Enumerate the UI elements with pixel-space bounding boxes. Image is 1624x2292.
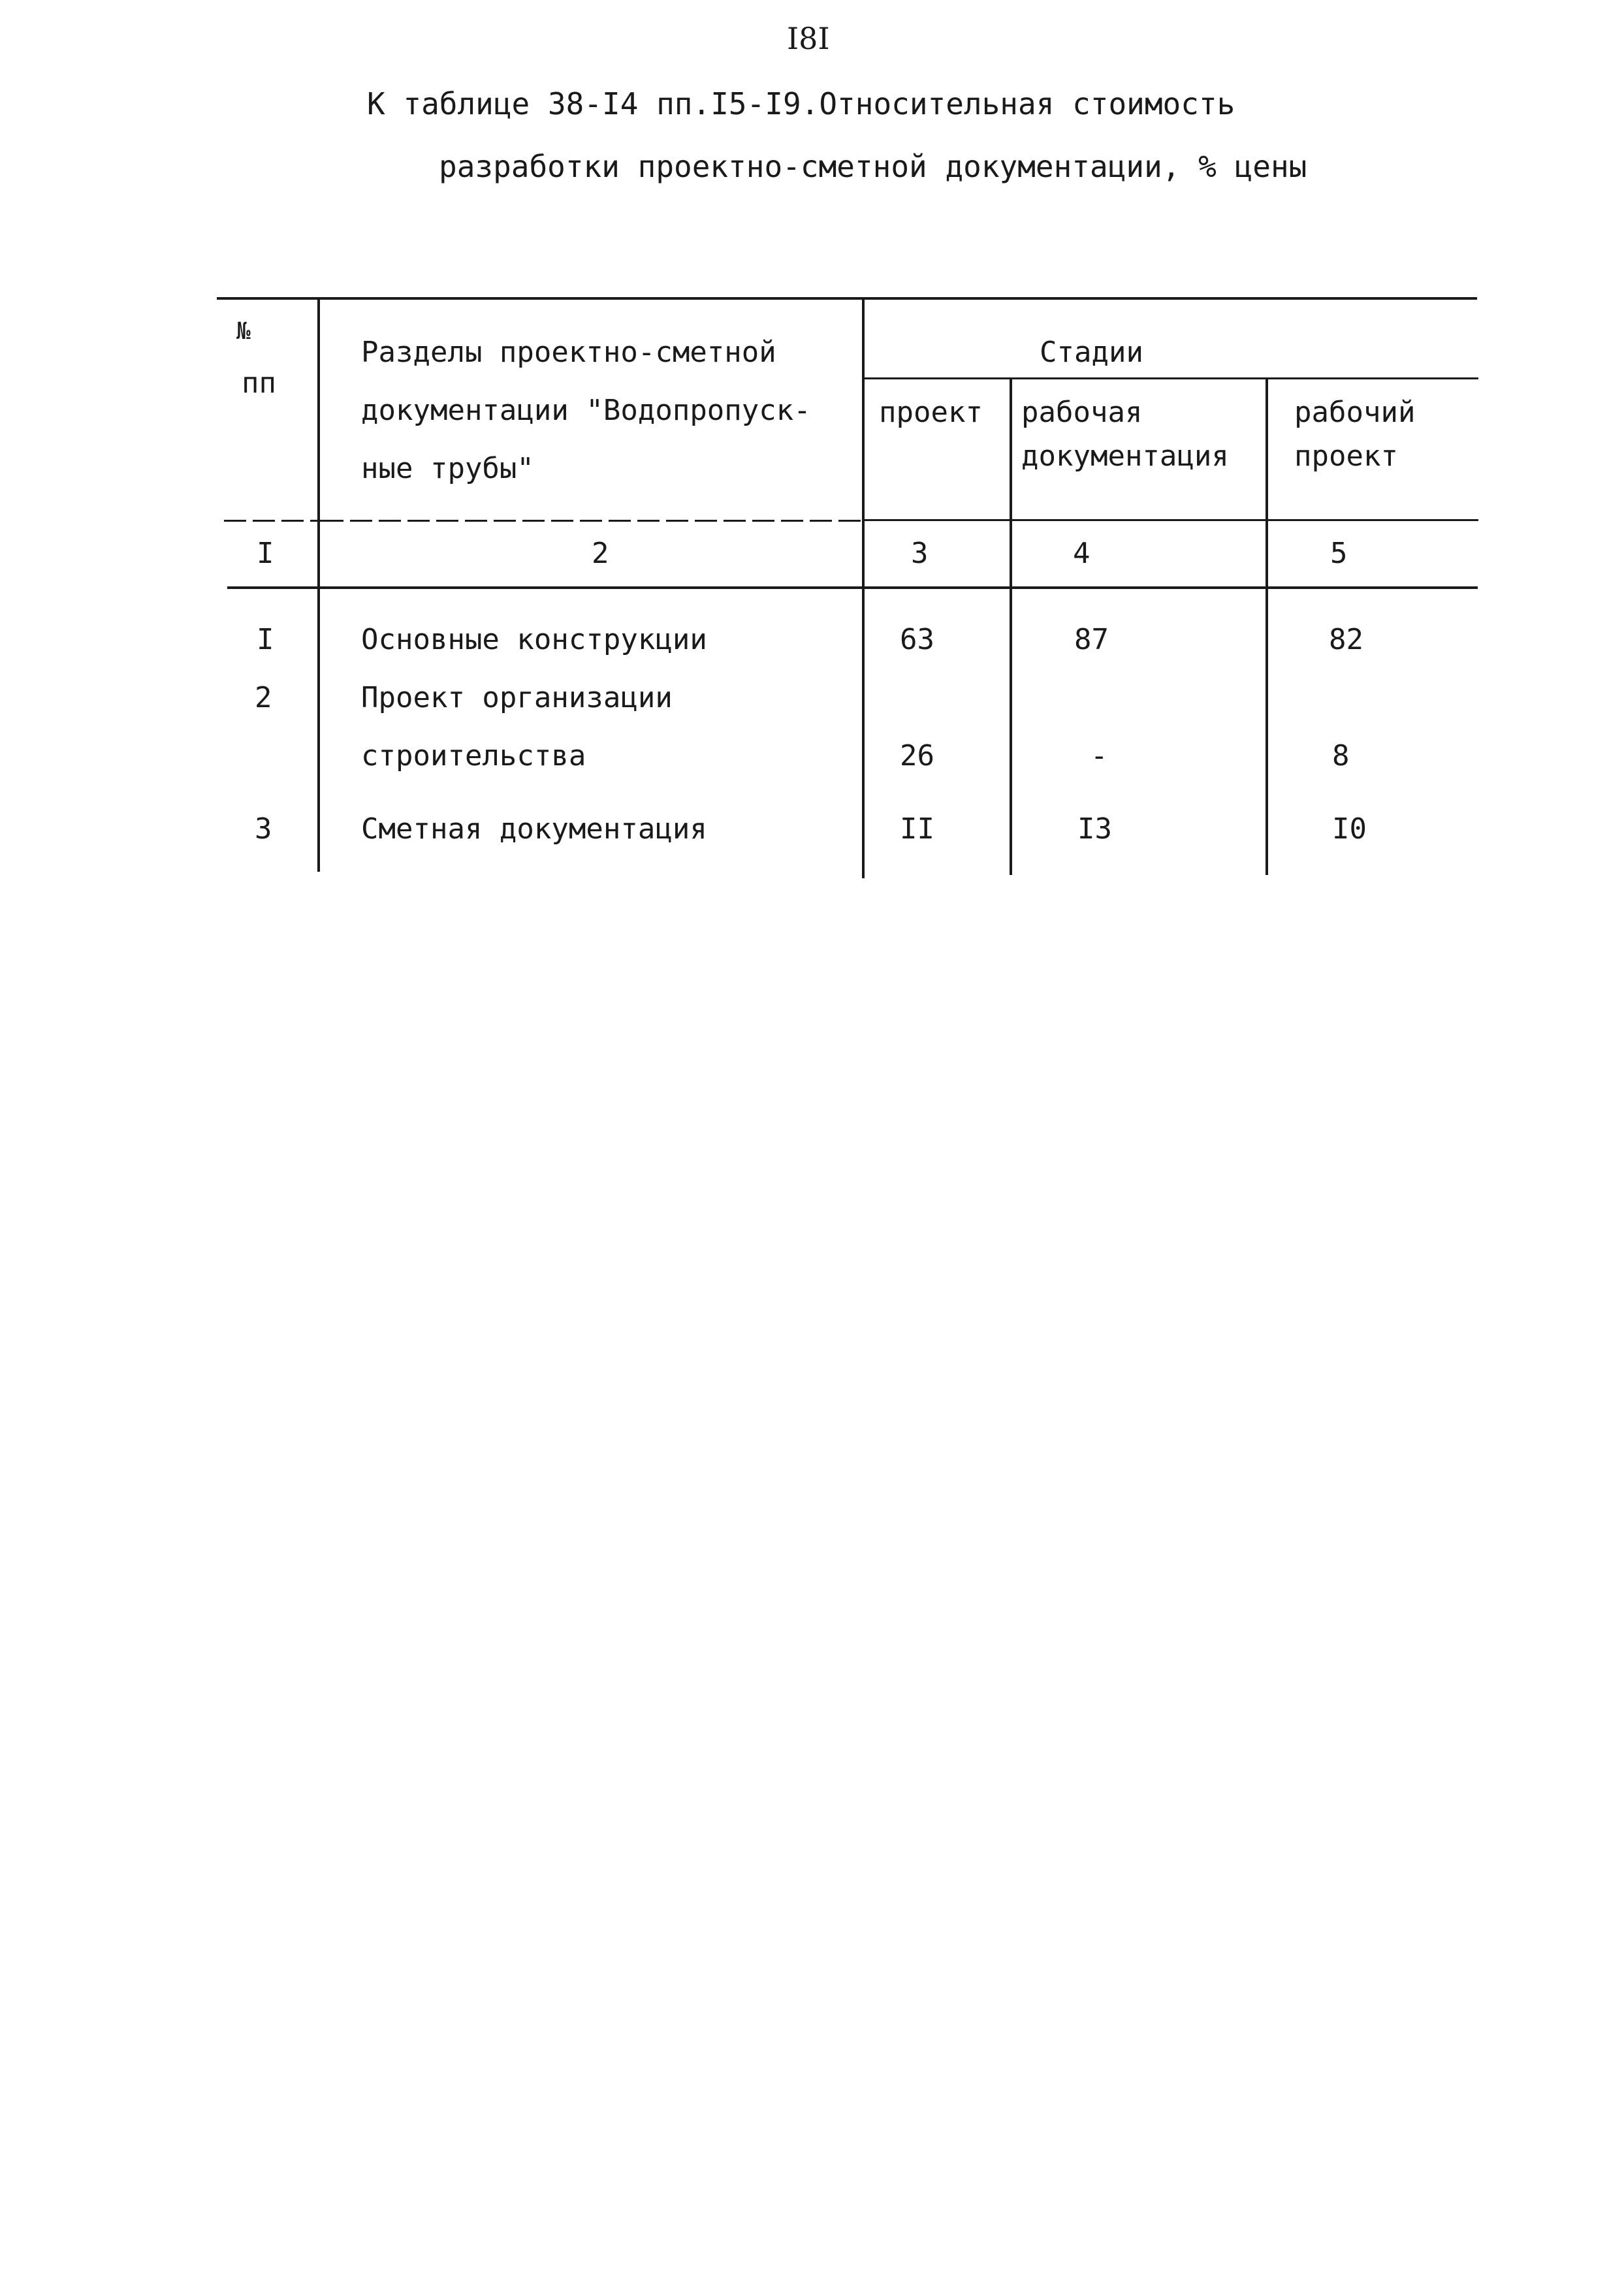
column-divider-1 xyxy=(317,297,320,872)
stages-rule xyxy=(865,377,1478,379)
row-section: Основные конструкции xyxy=(361,623,707,656)
header-working-docs-line-1: рабочая xyxy=(1021,396,1143,429)
column-number-5: 5 xyxy=(1330,537,1348,570)
row-working-docs-value: - xyxy=(1091,739,1108,772)
column-number-2: 2 xyxy=(592,537,609,570)
header-working-docs-line-2: документация xyxy=(1021,439,1229,473)
header-sections-line-1: Разделы проектно-сметной xyxy=(361,336,776,369)
column-number-3: 3 xyxy=(911,537,929,570)
row-number: 3 xyxy=(255,812,272,846)
row-number: 2 xyxy=(255,681,272,714)
column-number-1: I xyxy=(257,537,274,570)
row-working-docs-value: I3 xyxy=(1077,812,1112,846)
row-section: Сметная документация xyxy=(361,812,707,846)
header-number-pp: пп xyxy=(242,366,276,400)
header-bottom-rule-mid xyxy=(321,520,863,522)
row-working-project-value: 8 xyxy=(1332,739,1350,772)
column-divider-4 xyxy=(1266,379,1268,875)
header-sections-line-3: ные трубы" xyxy=(361,452,534,485)
header-number-symbol: № xyxy=(236,318,251,345)
numbering-bottom-rule xyxy=(227,586,1478,589)
column-divider-2 xyxy=(862,297,865,878)
table-top-rule xyxy=(217,297,1477,300)
header-bottom-rule-right xyxy=(865,519,1478,521)
row-project-value: 26 xyxy=(900,739,934,772)
header-stages: Стадии xyxy=(1040,336,1143,369)
row-section: Проект организации xyxy=(361,681,673,714)
row-working-project-value: I0 xyxy=(1332,812,1367,846)
column-divider-3 xyxy=(1010,379,1012,875)
row-working-project-value: 82 xyxy=(1329,623,1363,656)
column-number-4: 4 xyxy=(1073,537,1091,570)
table-title-line-2: разработки проектно-сметной документации, % цены xyxy=(439,149,1307,184)
row-project-value: II xyxy=(900,812,934,846)
header-working-project-line-1: рабочий xyxy=(1294,396,1416,429)
header-sections-line-2: документации "Водопропуск- xyxy=(361,394,811,427)
table-title-line-1: К таблице 38-I4 пп.I5-I9.Относительная стоимость xyxy=(367,86,1235,121)
row-project-value: 63 xyxy=(900,623,934,656)
row-section-continuation: строительства xyxy=(361,739,586,772)
row-working-docs-value: 87 xyxy=(1074,623,1109,656)
row-number: I xyxy=(257,623,274,656)
page-number: I8I xyxy=(787,21,830,56)
header-bottom-rule-left xyxy=(224,520,322,522)
header-project: проект xyxy=(879,396,983,429)
header-working-project-line-2: проект xyxy=(1294,439,1398,473)
